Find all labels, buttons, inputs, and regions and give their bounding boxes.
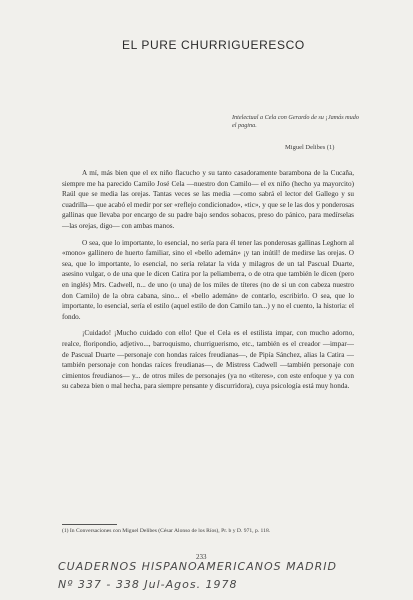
epigraph-author: Miguel Delibes (1) [285,144,335,151]
footnote-divider [62,524,117,525]
handwritten-source-line: CUADERNOS HISPANOAMERICANOS MADRID [58,560,337,573]
paragraph: O sea, que lo importante, lo esencial, no sería para él tener las ponderosas gallinas Leghorn al «mono» gallinero de huerto familiar, sino el «bello ademán» ¡y tan inútil! de medirse las orejas. O sea, que lo importante, lo esencial, no sería relatar la vida y milagros de un tal Pascual Duarte, asesino vulgar, o de una que le dicen Catira por la peliamberra, o de otra que también le dicen (pero en inglés) Mrs. Cadwell, n... de uno (o una) de los miles de títeres (no de si un con cabeza nuestro don Camilo) de la obra cabana, sino... el «bello ademán» de contarlo, escribirlo. O sea, que lo importante, lo esencial, sería el estilo (aquel estilo de don Camilo tan...) y no el cuento, la historia: el fondo. [62,238,354,321]
page-title: EL PURE CHURRIGUERESCO [122,38,305,52]
paragraph: A mí, más bien que el ex niño flacucho y su tanto casadoramente barambona de la Cucaña, siempre me ha parecido Camilo José Cela —nuestro don Camilo— el ex niño (hecho ya mayorcito) Raúl que se media las orejas. Tantas veces se las media —como sabrá el lector del Gallego y su cuadrilla— que acabó el medir por ser «reflejo condicionado», «tic», y que se le las dos y ponderosas gallinas que llevaba por encargo de su padre bajo sendos sobacos, preso do pánico, para medírselas —las orejas, digo— con ambas manos. [62,169,354,230]
paragraph: ¡Cuidado! ¡Mucho cuidado con ello! Que el Cela es el estilista impar, con mucho adorno, realce, floripondio, adjetivo..., barroquismo, churriguerismo, etc., también es el creador —impar— de Pascual Duarte —personaje con hondas raíces freudianas—, de Pipía Sánchez, alias la Catira —también personaje con hondas raíces freudianas—, de Mistress Cadwell —también personaje con cimientos freudianos— y... de otros miles de personajes (ya no «títeres», con este enfoque y ya con su cabeza bien o mal hecha, para siempre pensante y discurridora), cuya psicología está muy honda. [62,329,354,391]
footnote: (1) In Conversaciones con Miguel Delibes (César Alonso de los Ríos), Pr. b y D. 971, p. 118. [62,528,271,534]
article-body [62,168,354,398]
epigraph-text: Intelectual a Cela con Gerardo de su ¡Jamás mudo el pagina. [232,114,359,129]
handwritten-issue-line: Nº 337 - 338 Jul-Agos. 1978 [58,578,238,591]
page-number: 233 [196,553,207,561]
